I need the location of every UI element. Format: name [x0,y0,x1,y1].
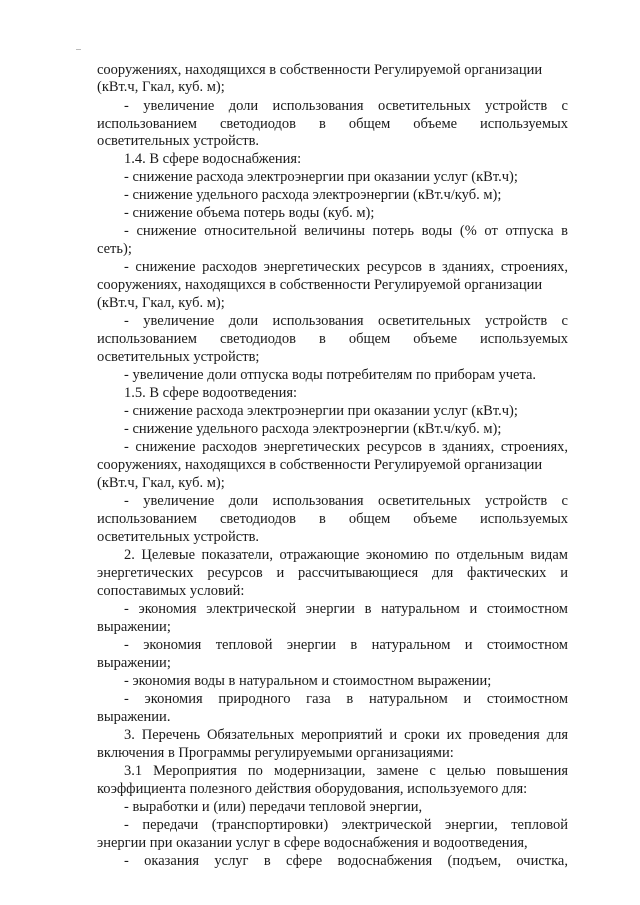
text-line: - снижение относительной величины потерь воды (% от отпуска в [124,223,568,239]
text-line: осветительных устройств. [97,529,260,545]
text-line: использованием светодиодов в общем объеме используемых [97,331,568,347]
text-line: сооружениях, находящихся в собственности Регулируемой организации [97,457,543,473]
text-line: энергии при оказании услуг в сфере водоснабжения и водоотведения, [97,835,528,851]
text-line: - снижение расхода электроэнергии при оказании услуг (кВт.ч); [124,403,518,419]
text-line: осветительных устройств. [97,133,260,149]
text-line: (кВт.ч, Гкал, куб. м); [97,475,225,491]
text-line: (кВт.ч, Гкал, куб. м); [97,79,225,95]
text-line: - экономия электрической энергии в натуральном и стоимостном [124,601,568,617]
text-line: - экономия воды в натуральном и стоимостном выражении; [124,673,492,689]
text-line: - экономия природного газа в натуральном и стоимостном [124,691,568,707]
text-line: (кВт.ч, Гкал, куб. м); [97,295,225,311]
text-line: выражении; [97,619,171,635]
text-line: энергетических ресурсов и рассчитывающиеся для фактических и [97,565,568,581]
text-line: - увеличение доли использования осветительных устройств с [124,98,568,114]
text-line: - снижение расхода электроэнергии при оказании услуг (кВт.ч); [124,169,518,185]
text-line: - снижение расходов энергетических ресурсов в зданиях, строениях, [124,259,568,275]
section-heading: 3. Перечень Обязательных мероприятий и сроки их проведения для [124,727,568,743]
text-line: выражении; [97,655,171,671]
text-line: - передачи (транспортировки) электрической энергии, тепловой [124,817,568,833]
text-line: - снижение удельного расхода электроэнергии (кВт.ч/куб. м); [124,187,502,203]
text-line: включения в Программы регулируемыми организациями: [97,745,454,761]
text-line: - снижение расходов энергетических ресурсов в зданиях, строениях, [124,439,568,455]
text-line: - снижение удельного расхода электроэнергии (кВт.ч/куб. м); [124,421,502,437]
section-heading: 2. Целевые показатели, отражающие экономию по отдельным видам [124,547,568,563]
text-line: 3.1 Мероприятия по модернизации, замене с целью повышения [124,763,568,779]
scan-speck [76,49,81,50]
text-line: осветительных устройств; [97,349,260,365]
text-line: - оказания услуг в сфере водоснабжения (подъем, очистка, [124,853,568,869]
text-line: выражении. [97,709,171,725]
text-line: использованием светодиодов в общем объеме используемых [97,511,568,527]
text-line: - увеличение доли отпуска воды потребителям по приборам учета. [124,367,537,383]
text-line: сооружениях, находящихся в собственности Регулируемой организации [97,62,543,78]
text-line: - увеличение доли использования осветительных устройств с [124,493,568,509]
text-line: коэффициента полезного действия оборудования, используемого для: [97,781,528,797]
text-line: - выработки и (или) передачи тепловой энергии, [124,799,423,815]
text-line: - экономия тепловой энергии в натуральном и стоимостном [124,637,568,653]
text-line: сопоставимых условий: [97,583,245,599]
text-line: использованием светодиодов в общем объеме используемых [97,116,568,132]
section-heading: 1.4. В сфере водоснабжения: [124,151,302,167]
text-line: - снижение объема потерь воды (куб. м); [124,205,375,221]
text-line: сооружениях, находящихся в собственности Регулируемой организации [97,277,543,293]
text-line: сеть); [97,241,132,257]
text-line: - увеличение доли использования осветительных устройств с [124,313,568,329]
section-heading: 1.5. В сфере водоотведения: [124,385,298,401]
